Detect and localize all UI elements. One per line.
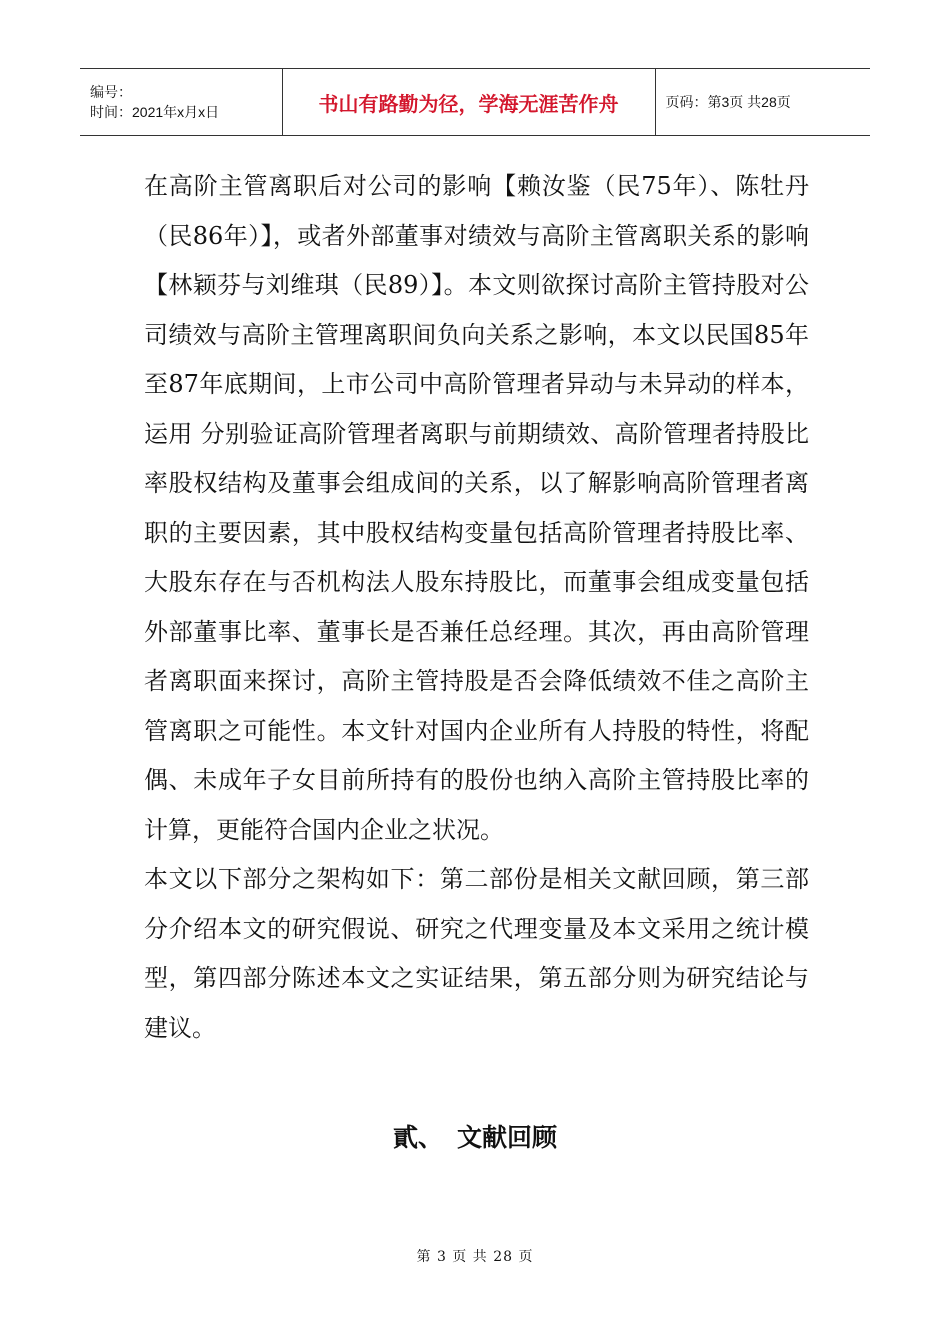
body-paragraph-1: [144, 162, 809, 855]
header-meta: [80, 69, 282, 136]
section-heading: [0, 1118, 950, 1154]
section-number: 貳、: [392, 1123, 443, 1152]
document-date-label: 时间：2021年x月x日: [90, 104, 220, 120]
page-footer: 第 3 页 共 28 页: [416, 1249, 534, 1265]
body-paragraph-2: 本文以下部分之架构如下：第二部份是相关文献回顾，第三部分介绍本文的研究假说、研究之代理变量及本文采用之统计模型，第四部分陈述本文之实证结果，第五部分则为研究结论与建议。: [144, 865, 809, 1042]
paragraph-1-serif-part-a: 在高阶主管离职后对公司的影响【赖汝鉴（民75年）、陈牡丹（民86年）】，或者外部董事对绩效与高阶主管离职关系的影响【林颖芬与刘维琪（民89）】。本文则欲探讨高阶主管持股对公司绩效与高阶主管理离职间负向关系之影响，本文以民国85年至87年底期间，上市公司中高阶管理者异动与未异动的样本，运用 分别: [144, 172, 809, 448]
header-motto-cell: [282, 69, 655, 136]
document-number-label: 编号：: [90, 84, 132, 100]
section-title: 文献回顾: [457, 1123, 558, 1152]
header-motto: 书山有路勤为径，学海无涯苦作舟: [318, 91, 619, 116]
header-page-number: 页码：第3页 共28页: [655, 69, 870, 136]
document-body: [144, 162, 809, 1053]
page-header: [80, 68, 870, 136]
paragraph-1-sans-part: 验证高阶管理者离职与前期绩效、高阶管理者持股比率股权结构及董事会组成间的关系，以了解影响高阶管理者离职的主要因素，其中股权结构变量包括高阶管理者持股比率、大股东存在与否机构法人股东持股比，而董事会组成变量包括外部董事比率、董事长是否兼任总经理。其次，再由高阶管理者离职面来探讨，高阶主管持股是否会降低绩效不佳之高阶主管离职之可能性。: [144, 419, 809, 745]
paragraph-1-serif-part-b: 本文针对国内企业所有人持股的特性，将配偶、未成年子女目前所持有的股份也纳入高阶主管持股比率的计算，更能符合国内企业之状况。: [144, 716, 810, 844]
